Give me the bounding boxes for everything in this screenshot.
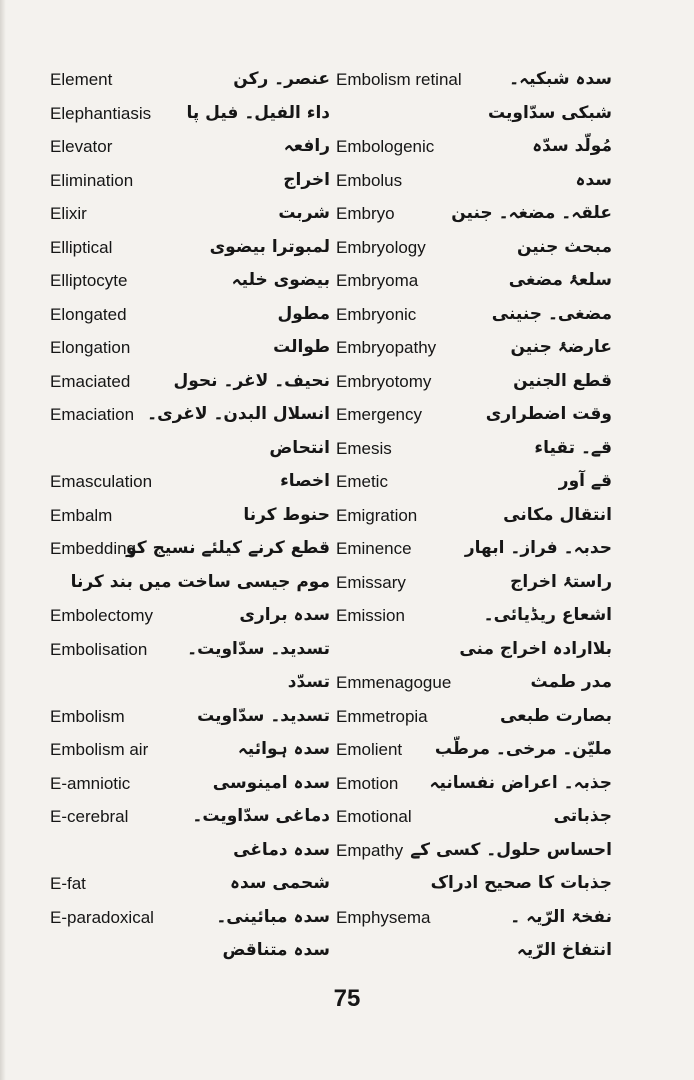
entry-translation: رافعہ (283, 136, 330, 156)
entry-term: E-fat (50, 874, 86, 893)
entry-translation: سلعۂ مضغی (508, 270, 612, 290)
entry-translation: مطول (277, 303, 330, 324)
entry-term: Embolisation (50, 639, 148, 659)
entry-translation: عارضۂ جنین (510, 337, 612, 357)
entry-term: Embryonic (336, 304, 417, 324)
entry-term: Elliptocyte (50, 271, 128, 290)
entry-translation: سدہ دماغی (233, 839, 330, 860)
entry-translation: قے آور (558, 471, 612, 491)
entry-term: Emaciated (50, 371, 131, 391)
entry-translation: سدہ براری (239, 605, 330, 625)
entry-term: Embryopathy (336, 338, 437, 357)
entry-translation: حنوط کرنا (243, 504, 330, 525)
entry-term: Elliptical (50, 237, 113, 257)
entry-translation: انتحاض (269, 437, 330, 458)
entry-term: Elongated (50, 304, 127, 324)
entry-term: Emmenagogue (336, 673, 452, 692)
entry-translation: علقہ۔ مضغہ۔ جنین (451, 203, 612, 223)
entry-term: Embryoma (336, 271, 419, 290)
entry-translation: انتقال مکانی (503, 504, 612, 525)
entry-term: Emasculation (50, 472, 153, 491)
entry-term: Embolism (50, 706, 125, 726)
entry-term: Embryology (336, 237, 426, 257)
entry-term: E-paradoxical (50, 907, 154, 927)
entry-translation: بیضوی خلیہ (231, 270, 330, 290)
entry-term: Embryotomy (336, 371, 432, 391)
entry-translation: شربت (278, 203, 330, 223)
entry-translation: داء الفیل۔ فیل پا (186, 102, 330, 123)
entry-translation: شحمی سدہ (230, 873, 330, 893)
entry-term: Emotional (336, 807, 412, 826)
entry-term: Emigration (336, 505, 418, 525)
entry-translation: سدہ شبکیہ۔ (509, 69, 612, 89)
entry-translation: احساس حلول۔ کسی کے (410, 839, 612, 860)
entry-translation: دماغی سدّاویت۔ (192, 806, 330, 826)
entry-translation: مبحث جنین (516, 236, 612, 257)
entry-translation: سدہ (575, 169, 612, 190)
entry-term: Emissary (336, 572, 406, 592)
entry-translation: سدہ ہوائیہ (237, 739, 330, 759)
entry-term: Emergency (336, 405, 422, 424)
entry-term: Elongation (50, 338, 131, 357)
entry-translation: ملیّن۔ مرخی۔ مرطّب (434, 739, 612, 759)
entry-translation: اخصاء (280, 471, 330, 491)
entry-translation: بصارت طبعی (499, 705, 612, 726)
entry-term: Emesis (336, 438, 392, 458)
entry-translation: مدر طمث (530, 672, 612, 692)
entry-term: Empathy (336, 840, 404, 860)
entry-translation: انتفاخ الرّیہ (516, 940, 612, 960)
entry-term: Emission (336, 606, 405, 625)
entry-translation: عنصر۔ رکن (233, 69, 330, 89)
entry-translation: نفخۃ الرّیہ ۔ (510, 906, 612, 927)
entry-term: Embolism retinal (336, 70, 462, 89)
entry-term: Eminence (336, 539, 412, 558)
entry-term: Embologenic (336, 137, 435, 156)
entry-term: Emmetropia (336, 706, 428, 726)
entry-translation: تسدید۔ سدّاویت۔ (187, 638, 330, 659)
entry-term: Embolism air (50, 740, 149, 759)
entry-translation: قے۔ تقیاء (534, 437, 612, 458)
entry-term: Emphysema (336, 907, 431, 927)
entry-translation: وقت اضطراری (485, 404, 612, 424)
entry-translation: مضغی۔ جنینی (491, 303, 612, 324)
entry-translation: تسدید۔ سدّاویت (197, 705, 330, 726)
entry-term: Elephantiasis (50, 103, 152, 123)
entry-term: Embolectomy (50, 606, 153, 625)
entry-term: Emolient (336, 740, 403, 759)
entry-term: Elevator (50, 137, 113, 156)
entry-term: Elimination (50, 170, 134, 190)
entry-term: Embedding (50, 539, 137, 558)
entry-translation: انسلال البدن۔ لاغری۔ (147, 404, 330, 424)
entry-translation: سدہ امینوسی (212, 772, 330, 793)
entry-translation: قطع الجنین (513, 370, 612, 391)
entry-translation: سدہ متناقض (222, 940, 330, 960)
entry-translation: لمبوترا بیضوی (209, 236, 330, 257)
entry-translation: بلاارادہ اخراج منی (459, 638, 612, 659)
entry-translation: اشعاع ریڈیائی۔ (483, 605, 612, 625)
entry-term: Embalm (50, 505, 113, 525)
entry-term: Elixir (50, 204, 87, 223)
entry-translation: سدہ مبائینی۔ (216, 906, 330, 927)
entry-term: Emetic (336, 472, 388, 491)
entry-translation: شبکی سدّاویت (488, 102, 612, 123)
entry-term: Emotion (336, 773, 399, 793)
entry-translation: تسدّد (287, 672, 330, 692)
entry-translation: حدبہ۔ فراز۔ ابھار (464, 538, 612, 558)
entry-translation: جذباتی (553, 806, 612, 826)
entry-translation: جذبہ۔ اعراض نفسانیہ (429, 772, 612, 793)
entry-translation: مُولّد سدّہ (532, 136, 612, 156)
entry-term: Emaciation (50, 405, 135, 424)
entry-translation: قطع کرنے کیلئے نسیج کو (126, 538, 330, 558)
entry-term: E-cerebral (50, 807, 129, 826)
entry-term: Element (50, 70, 113, 89)
entry-translation: جذبات کا صحیح ادراک (430, 873, 612, 893)
entry-translation: اخراج (283, 169, 330, 190)
entry-translation: موم جیسی ساخت میں بند کرنا (70, 571, 330, 592)
entry-translation: نحیف۔ لاغر۔ نحول (173, 370, 330, 391)
entry-term: Embolus (336, 170, 403, 190)
entry-term: E-amniotic (50, 773, 131, 793)
entry-term: Embryo (336, 204, 395, 223)
page-number: 75 (333, 985, 361, 1012)
entry-translation: راستۂ اخراج (510, 571, 612, 592)
entry-translation: طوالت (273, 337, 330, 357)
